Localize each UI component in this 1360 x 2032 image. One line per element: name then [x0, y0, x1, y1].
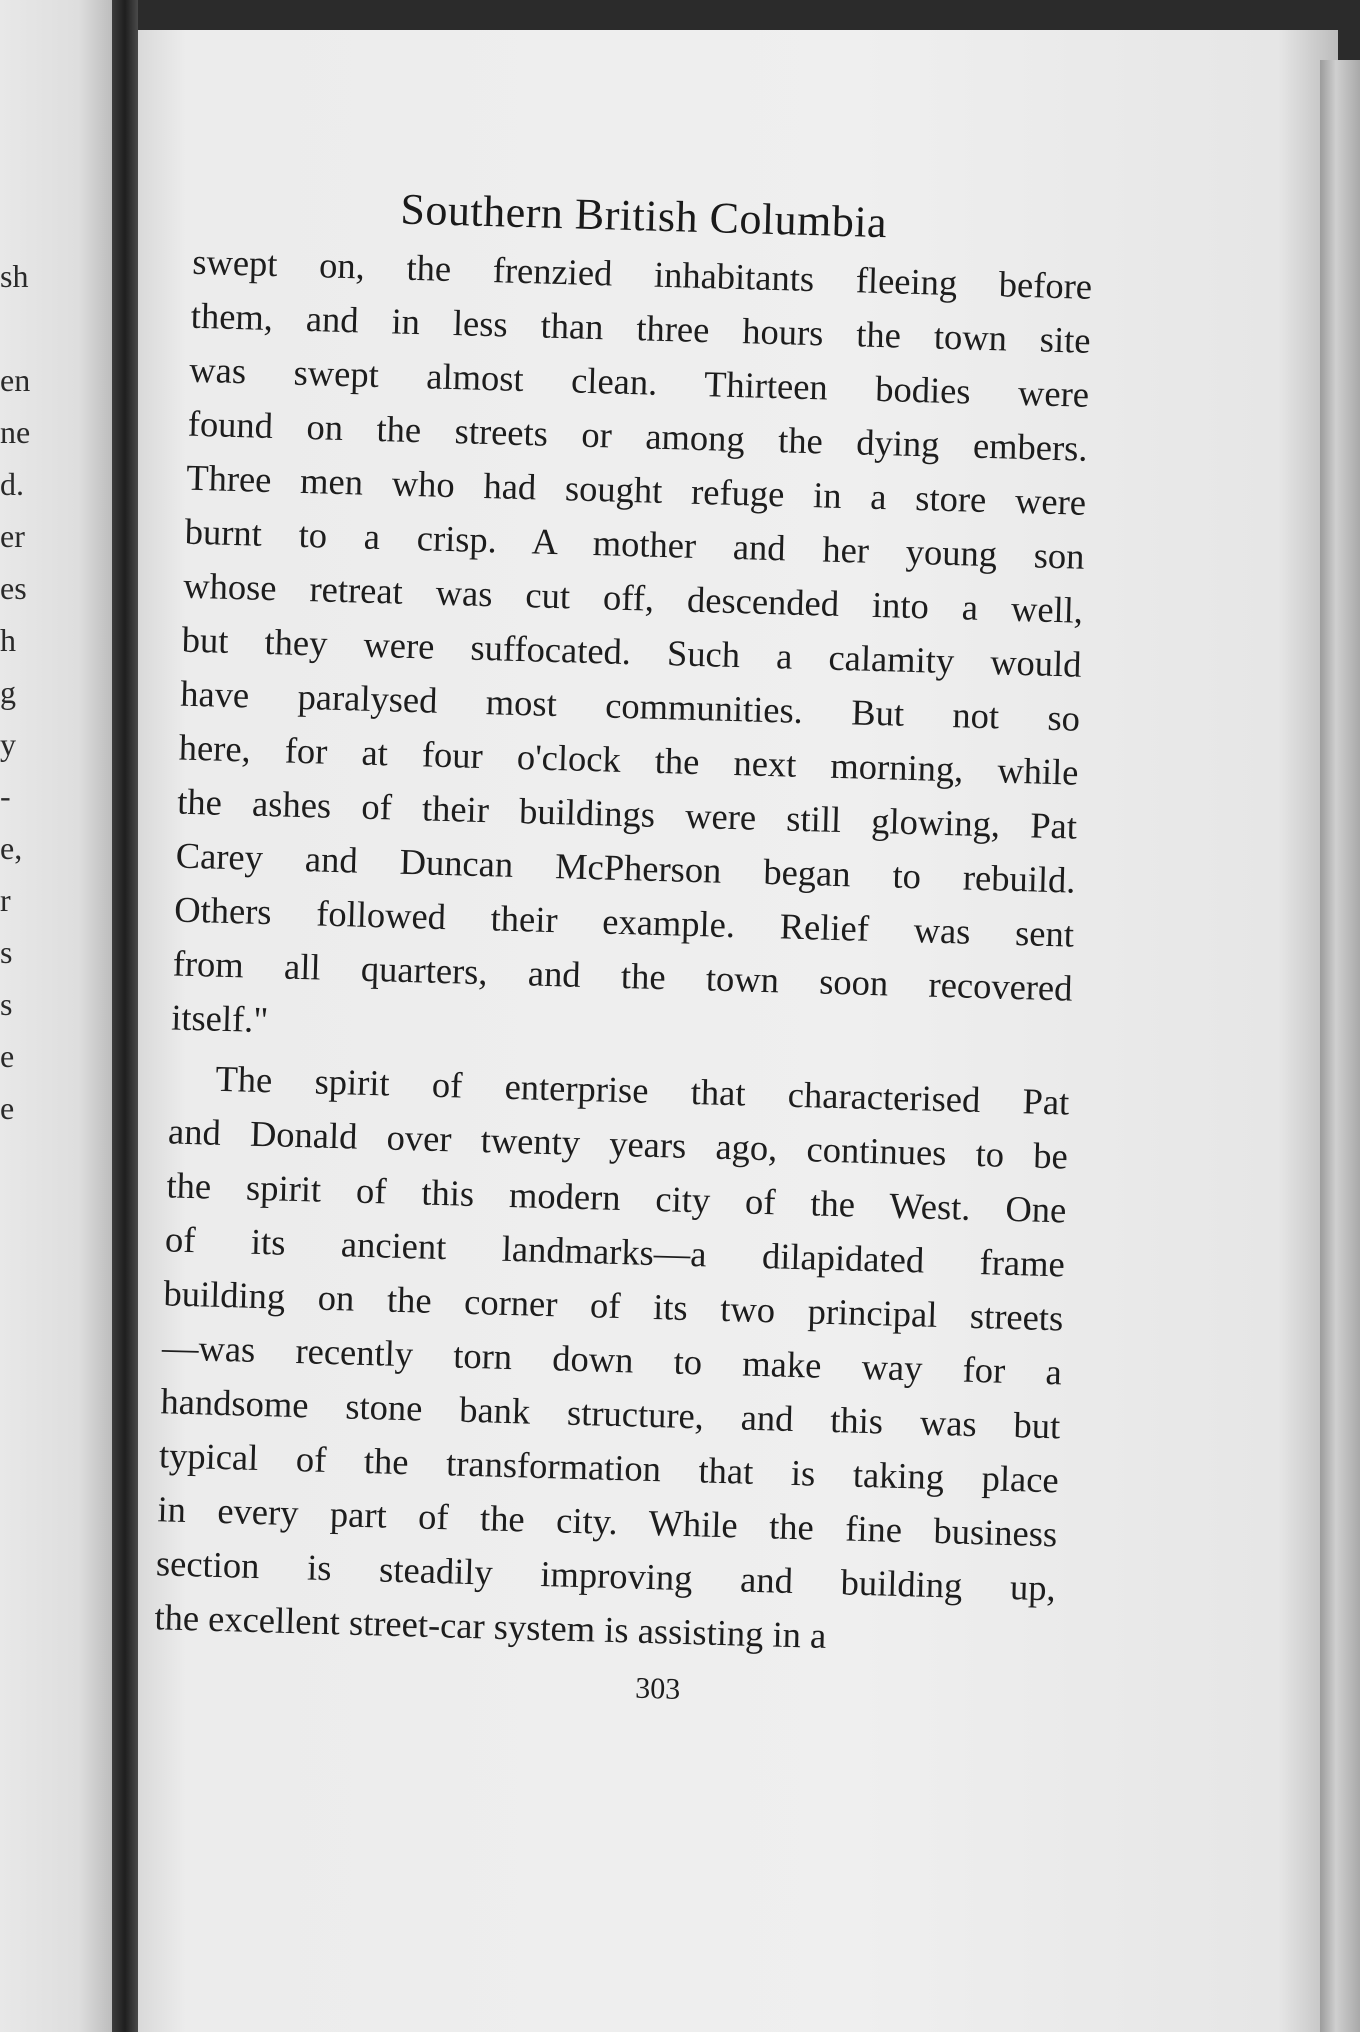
text-line: in every part of the city. While the fine business — [156, 1488, 1058, 1555]
text-line: here, for at four o'clock the next morning, while — [178, 726, 1080, 793]
facing-page-fragment: er — [0, 518, 25, 554]
text-line: building on the corner of its two principal streets — [163, 1272, 1064, 1339]
paragraph — [171, 235, 1093, 1070]
facing-page-fragment: es — [0, 570, 27, 606]
facing-page-fragment: - — [0, 778, 11, 814]
text-line: the ashes of their buildings were still glowing, Pat — [176, 780, 1078, 847]
text-line: burnt to a crisp. A mother and her young son — [184, 510, 1086, 577]
facing-page-fragment: e — [0, 1090, 15, 1126]
paragraph — [154, 1050, 1070, 1669]
text-line: but they were suffocated. Such a calamity would — [181, 618, 1083, 685]
book-gutter — [112, 0, 138, 2032]
facing-page-fragment: e, — [0, 830, 23, 866]
text-line: of its ancient landmarks—a dilapidated frame — [164, 1218, 1066, 1285]
text-line: and Donald over twenty years ago, continues to be — [167, 1110, 1069, 1177]
text-line: have paralysed most communities. But not so — [179, 672, 1081, 739]
text-line: itself." — [170, 996, 269, 1041]
facing-page-fragment: y — [0, 726, 16, 762]
facing-page-text-fragments — [0, 250, 40, 1134]
text-line: Others followed their example. Relief was sent — [173, 888, 1075, 955]
page-number: 303 — [634, 1671, 681, 1706]
text-line: swept on, the frenzied inhabitants fleeing before — [191, 240, 1093, 307]
facing-page-fragment: d. — [0, 466, 24, 502]
facing-page — [0, 0, 112, 2032]
text-line: the spirit of this modern city of the West. One — [166, 1164, 1067, 1231]
text-line: found on the streets or among the dying embers. — [187, 402, 1089, 469]
running-head: Southern British Columbia — [399, 184, 888, 248]
text-line: whose retreat was cut off, descended into a well, — [182, 564, 1084, 631]
facing-page-fragment: en — [0, 362, 31, 398]
text-line: them, and in less than three hours the town site — [190, 294, 1092, 361]
facing-page-fragment: s — [0, 934, 13, 970]
text-line: Three men who had sought refuge in a store were — [185, 456, 1087, 523]
page-content — [152, 178, 1094, 1718]
facing-page-fragment: r — [0, 882, 11, 918]
facing-page-fragment: s — [0, 986, 13, 1022]
facing-page-fragment: g — [0, 674, 16, 710]
text-line: Carey and Duncan McPherson began to rebuild. — [175, 834, 1077, 901]
text-line: was swept almost clean. Thirteen bodies were — [188, 348, 1090, 415]
text-line: from all quarters, and the town soon recovered — [172, 942, 1074, 1009]
facing-page-fragment: h — [0, 622, 16, 658]
text-line: typical of the transformation that is taking place — [158, 1434, 1060, 1501]
facing-page-fragment: ne — [0, 414, 31, 450]
text-line: section is steadily improving and building up, — [155, 1542, 1057, 1609]
facing-page-fragment — [0, 302, 40, 354]
text-line: —was recently torn down to make way for a — [161, 1326, 1063, 1393]
facing-page-fragment: e — [0, 1038, 15, 1074]
body-text — [154, 235, 1093, 1670]
page-edge — [1320, 60, 1360, 2032]
text-line: The spirit of enterprise that characterised Pat — [215, 1057, 1070, 1123]
text-line: handsome stone bank structure, and this was but — [160, 1380, 1061, 1447]
facing-page-fragment: sh — [0, 258, 29, 294]
text-line: the excellent street-car system is assisting in a — [153, 1596, 827, 1656]
